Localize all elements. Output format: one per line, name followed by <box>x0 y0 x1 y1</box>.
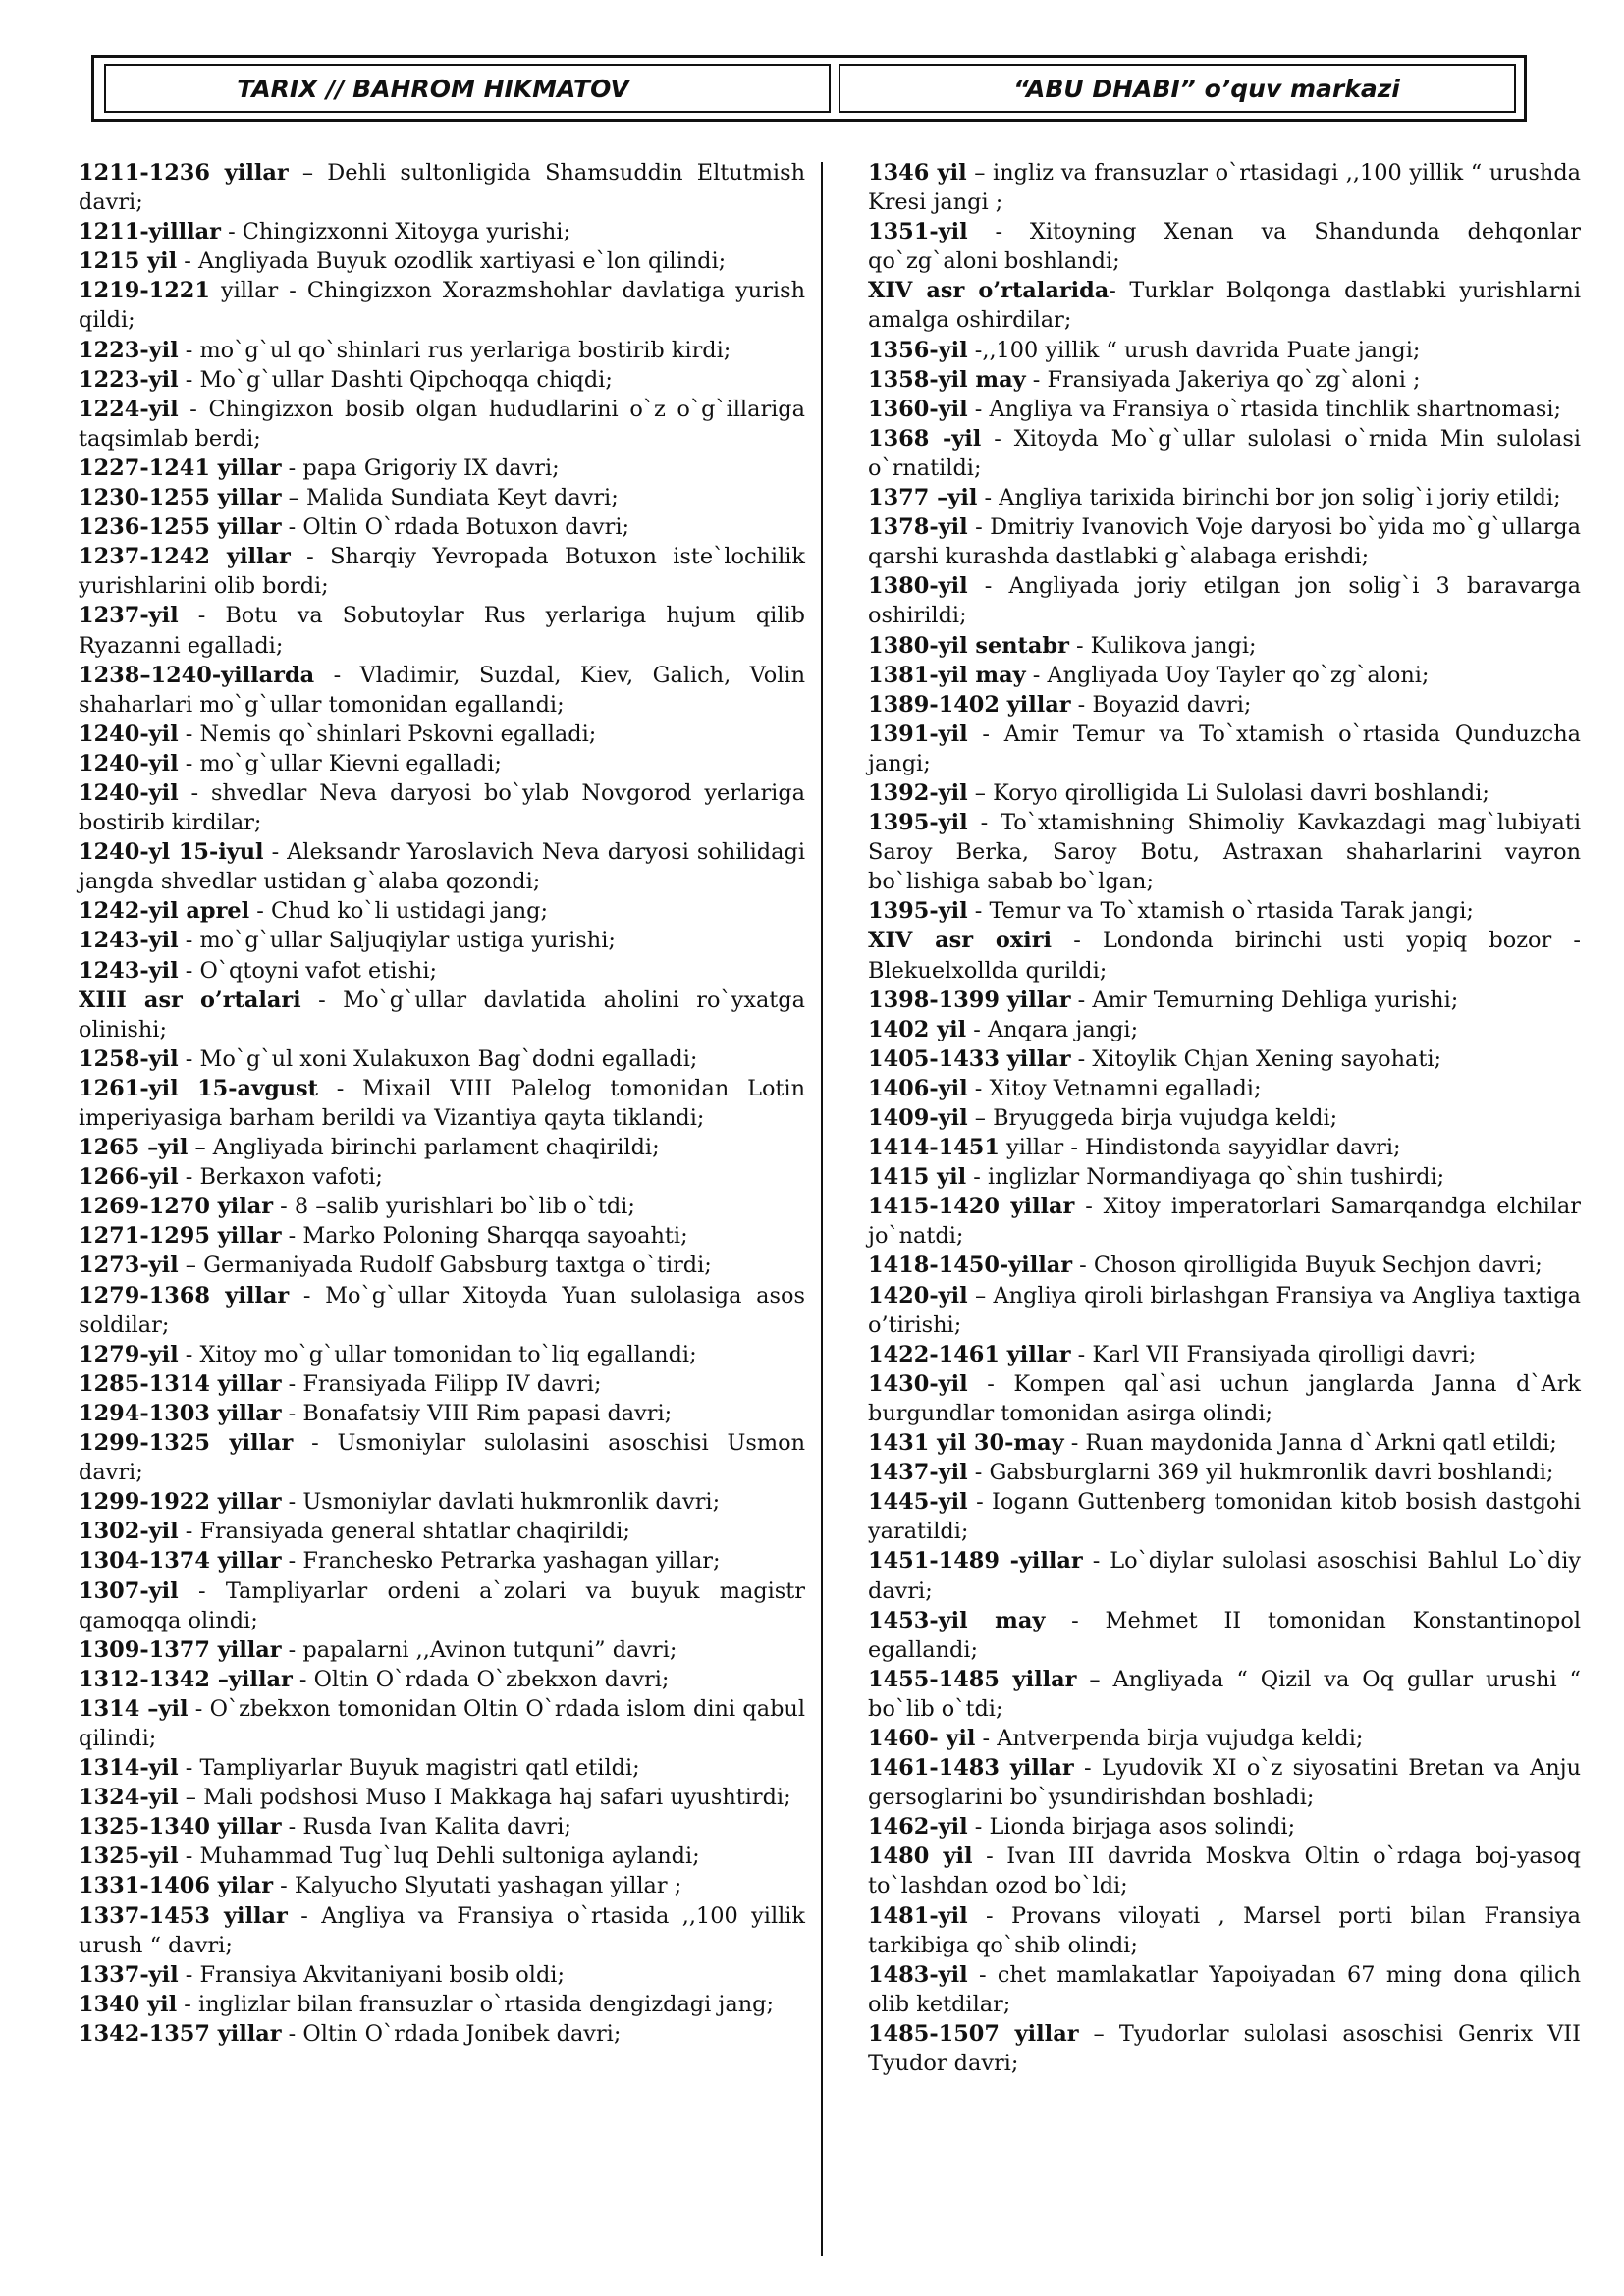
entry-text: - O`zbekxon tomonidan Oltin O`rdada islom dini qabul qilindi; <box>79 1695 805 1751</box>
entry-date: 1243-yil <box>79 928 179 954</box>
timeline-entry <box>79 1694 805 1753</box>
entry-text: - Nemis qo`shinlari Pskovni egalladi; <box>178 721 597 747</box>
entry-text: - Usmoniylar sulolasini asoschisi Usmon davri; <box>79 1430 805 1486</box>
timeline-entry <box>79 217 805 246</box>
entry-text: - Angliya tarixida birinchi bor jon solig`i joriy etildi; <box>977 485 1561 511</box>
entry-date: 1455-1485 yillar <box>868 1666 1077 1692</box>
entry-text: - Tampliyarlar ordeni a`zolari va buyuk magistr qamoqqa olindi; <box>79 1577 805 1633</box>
entry-text: - Angliyada Uoy Tayler qo`zg`aloni; <box>1025 662 1430 688</box>
entry-text: - Xitoyda Mo`g`ullar sulolasi o`rnida Min sulolasi o`rnatildi; <box>868 425 1581 481</box>
timeline-entry <box>79 1487 805 1517</box>
entry-date: 1240-yil <box>79 779 179 806</box>
timeline-entry <box>79 454 805 483</box>
timeline-entry <box>868 395 1581 424</box>
timeline-entry <box>868 571 1581 630</box>
timeline-entry <box>868 631 1581 661</box>
timeline-entry <box>79 1753 805 1783</box>
timeline-entry <box>868 1044 1581 1074</box>
timeline-entry <box>868 424 1581 483</box>
entry-date: 1266-yil <box>79 1164 179 1191</box>
entry-text: - Antverpenda birja vujudga keldi; <box>975 1725 1364 1751</box>
timeline-entry <box>79 601 805 660</box>
entry-text: - Ivan III davrida Moskva Oltin o`rdaga boj-yasoq to`lashdan ozod bo`ldi; <box>868 1843 1582 1899</box>
entry-text: yillar - Hindistonda sayyidlar davri; <box>999 1135 1401 1161</box>
entry-date: 1337-1453 yillar <box>79 1902 288 1929</box>
entry-text: - mo`g`ul qo`shinlari rus yerlariga bostirib kirdi; <box>178 337 731 363</box>
timeline-entry <box>868 1901 1581 1960</box>
timeline-entry <box>868 1753 1581 1812</box>
entry-date: 1223-yil <box>79 366 179 393</box>
timeline-entry <box>79 1074 805 1133</box>
entry-date: 1304-1374 yillar <box>79 1548 282 1575</box>
entry-date: 1279-1368 yillar <box>79 1282 290 1308</box>
entry-text: - Sharqiy Yevropada Botuxon iste`lochilik yurishlarini olib bordi; <box>79 544 805 600</box>
entry-text: - Fransiyada Jakeriya qo`zg`aloni ; <box>1025 366 1421 393</box>
entry-date: 1302-yil <box>79 1519 179 1545</box>
timeline-entry <box>79 986 805 1044</box>
entry-date: 1312-1342 –yillar <box>79 1666 293 1692</box>
entry-text: - mo`g`ullar Saljuqiylar ustiga yurishi; <box>178 928 616 954</box>
entry-date: 1483-yil <box>868 1961 968 1988</box>
header-left-title: TARIX // BAHROM HIKMATOV <box>104 64 831 113</box>
timeline-entry <box>79 1192 805 1221</box>
entry-text: - Karl VII Fransiyada qirolligi davri; <box>1070 1341 1477 1367</box>
entry-date: 1227-1241 yillar <box>79 454 282 481</box>
entry-date: 1381-yil may <box>868 662 1026 688</box>
entry-text: - Berkaxon vafoti; <box>178 1164 383 1191</box>
entry-date: 1460- yil <box>868 1725 976 1751</box>
entry-date: 1238–1240-yillarda <box>79 662 315 688</box>
entry-text: - Kompen qal`asi uchun janglarda Janna d`Ark burgundlar tomonidan asirga olindi; <box>868 1370 1581 1426</box>
timeline-entry <box>79 749 805 778</box>
timeline-entry <box>79 1399 805 1428</box>
entry-text: - Xitoy imperatorlari Samarqandga elchilar jo`natdi; <box>868 1194 1581 1250</box>
entry-date: 1224-yil <box>79 396 179 422</box>
entry-date: 1258-yil <box>79 1045 179 1072</box>
entry-text: - Lo`diylar sulolasi asoschisi Bahlul Lo`diy davri; <box>868 1548 1581 1604</box>
entry-date: 1380-yil sentabr <box>868 632 1069 659</box>
timeline-entry <box>79 365 805 395</box>
entry-text: - Mo`g`ullar Xitoyda Yuan sulolasiga asos soldilar; <box>79 1282 805 1338</box>
entry-text: – Bryuggeda birja vujudga keldi; <box>967 1105 1338 1131</box>
timeline-entry <box>868 896 1581 926</box>
entry-date: 1415-1420 yillar <box>868 1194 1075 1220</box>
entry-date: 1211-yilllar <box>79 219 221 245</box>
timeline-entry <box>79 1783 805 1812</box>
entry-text: - Choson qirolligida Buyuk Sechjon davri; <box>1072 1253 1543 1279</box>
entry-text: - Vladimir, Suzdal, Kiev, Galich, Volin shaharlari mo`g`ullar tomonidan egallandi; <box>79 662 805 718</box>
timeline-entry <box>868 1162 1581 1192</box>
entry-text: – Koryo qirolligida Li Sulolasi davri boshlandi; <box>967 779 1489 806</box>
entry-date: 1462-yil <box>868 1814 968 1841</box>
timeline-entry <box>79 2019 805 2049</box>
entry-text: - inglizlar bilan fransuzlar o`rtasida dengizdagi jang; <box>177 1991 775 2017</box>
timeline-entry <box>79 395 805 454</box>
entry-date: 1378-yil <box>868 514 968 541</box>
entry-text: - Lionda birjaga asos solindi; <box>967 1814 1296 1841</box>
entry-text: - Mo`g`ullar Dashti Qipchoqqa chiqdi; <box>178 366 613 393</box>
entry-date: 1223-yil <box>79 337 179 363</box>
timeline-entry <box>79 483 805 512</box>
timeline-entry <box>868 926 1581 985</box>
left-column <box>79 158 805 2049</box>
timeline-entry <box>79 1369 805 1399</box>
entry-text: - O`qtoyni vafot etishi; <box>178 957 438 984</box>
entry-text: - 8 –salib yurishlari bo`lib o`tdi; <box>273 1194 635 1220</box>
entry-text: - Angliya va Fransiya o`rtasida tinchlik shartnomasi; <box>967 396 1562 422</box>
timeline-entry <box>79 926 805 955</box>
entry-date: 1314 –yil <box>79 1695 189 1722</box>
entry-date: 1331-1406 yilar <box>79 1873 274 1899</box>
entry-date: 1237-1242 yillar <box>79 544 291 570</box>
entry-text: - Franchesko Petrarka yashagan yillar; <box>281 1548 721 1575</box>
entry-text: - Oltin O`rdada Jonibek davri; <box>281 2020 622 2047</box>
timeline-entry <box>868 2019 1581 2078</box>
timeline-entry <box>79 1251 805 1280</box>
entry-text: - Kalyucho Slyutati yashagan yillar ; <box>273 1873 682 1899</box>
entry-date: 1392-yil <box>868 779 968 806</box>
entry-text: - Bonafatsiy VIII Rim papasi davri; <box>281 1400 673 1426</box>
timeline-entry <box>79 1281 805 1340</box>
timeline-entry <box>868 1251 1581 1280</box>
entry-text: - Xitoylik Chjan Xening sayohati; <box>1070 1045 1442 1072</box>
entry-text: - Fransiya Akvitaniyani bosib oldi; <box>178 1961 565 1988</box>
entry-date: 1279-yil <box>79 1341 179 1367</box>
timeline-entry <box>868 808 1581 896</box>
timeline-entry <box>868 1133 1581 1162</box>
timeline-entry <box>79 1665 805 1694</box>
timeline-entry <box>79 896 805 926</box>
entry-text: – Germaniyada Rudolf Gabsburg taxtga o`tirdi; <box>178 1253 712 1279</box>
entry-text: - Mo`g`ul xoni Xulakuxon Bag`dodni egalladi; <box>178 1045 698 1072</box>
timeline-entry <box>79 1635 805 1665</box>
entry-text: yillar - Chingizxon Xorazmshohlar davlatiga yurish qildi; <box>79 278 805 334</box>
entry-date: 1240-yl 15-iyul <box>79 839 264 866</box>
timeline-entry <box>868 336 1581 365</box>
entry-date: 1437-yil <box>868 1460 968 1486</box>
entry-date: 1358-yil may <box>868 366 1026 393</box>
timeline-entry <box>868 1606 1581 1665</box>
timeline-entry <box>79 1517 805 1546</box>
timeline-entry <box>868 1665 1581 1724</box>
timeline-entry <box>868 1281 1581 1340</box>
entry-text: - Kulikova jangi; <box>1068 632 1257 659</box>
timeline-entry <box>868 1015 1581 1044</box>
entry-text: – Dehli sultonligida Shamsuddin Eltutmish davri; <box>79 160 806 216</box>
entry-date: 1271-1295 yillar <box>79 1223 282 1250</box>
entry-date: 1415 yil <box>868 1164 967 1191</box>
timeline-entry <box>79 778 805 837</box>
entry-text: - chet mamlakatlar Yapoiyadan 67 ming dona qilich olib ketdilar; <box>868 1961 1581 2017</box>
entry-date: 1307-yil <box>79 1577 179 1604</box>
entry-date: 1242-yil aprel <box>79 898 250 925</box>
entry-date: 1269-1270 yilar <box>79 1194 274 1220</box>
entry-text: - Mo`g`ullar davlatida aholini ro`yxatga olinishi; <box>79 987 805 1042</box>
entry-text: - Tampliyarlar Buyuk magistri qatl etildi; <box>178 1755 640 1782</box>
entry-date: 1299-1325 yillar <box>79 1430 294 1457</box>
timeline-entry <box>868 661 1581 690</box>
entry-date: 1325-1340 yillar <box>79 1814 282 1841</box>
timeline-entry <box>79 956 805 986</box>
entry-date: 1418-1450-yillar <box>868 1253 1073 1279</box>
entry-text: - Anqara jangi; <box>966 1016 1139 1042</box>
entry-date: 1356-yil <box>868 337 968 363</box>
timeline-entry <box>79 1990 805 2019</box>
entry-date: 1480 yil <box>868 1843 973 1870</box>
entry-date: 1406-yil <box>868 1075 968 1101</box>
entry-text: - Gabsburglarni 369 yil hukmronlik davri boshlandi; <box>967 1460 1554 1486</box>
entry-text: - Rusda Ivan Kalita davri; <box>281 1814 571 1841</box>
timeline-entry <box>868 778 1581 808</box>
timeline-entry <box>79 1812 805 1842</box>
entry-date: 1461-1483 yillar <box>868 1755 1074 1782</box>
entry-text: - Angliyada joriy etilgan jon solig`i 3 baravarga oshirildi; <box>868 573 1581 629</box>
timeline-entry <box>79 1901 805 1960</box>
timeline-entry <box>79 1044 805 1074</box>
entry-text: – Angliya qiroli birlashgan Fransiya va Angliya taxtiga o’tirishi; <box>868 1282 1581 1338</box>
timeline-entry <box>868 720 1581 778</box>
entry-date: 1215 yil <box>79 248 178 275</box>
entry-text: - inglizlar Normandiyaga qo`shin tushirdi; <box>966 1164 1445 1191</box>
entry-date: 1340 yil <box>79 1991 178 2017</box>
entry-text: - Amir Temur va To`xtamish o`rtasida Qunduzcha jangi; <box>868 721 1581 776</box>
entry-date: 1219-1221 <box>79 278 210 304</box>
timeline-entry <box>868 1546 1581 1605</box>
entry-text: - To`xtamishning Shimoliy Kavkazdagi mag`lubiyati Saroy Berka, Saroy Botu, Astraxan shaharlarini vayron bo`lishiga sabab bo`lgan; <box>868 810 1581 895</box>
entry-text: - Mehmet II tomonidan Konstantinopol egallandi; <box>868 1607 1581 1663</box>
entry-date: 1324-yil <box>79 1785 179 1811</box>
entry-text: - Angliya va Fransiya o`rtasida ,,100 yillik urush “ davri; <box>79 1902 805 1958</box>
entry-date: 1405-1433 yillar <box>868 1045 1071 1072</box>
right-column <box>868 158 1581 2078</box>
entry-date: 1243-yil <box>79 957 179 984</box>
entry-text: - Chingizxon bosib olgan hududlarini o`z o`g`illariga taqsimlab berdi; <box>79 396 805 452</box>
entry-text: - papa Grigoriy IX davri; <box>281 454 560 481</box>
entry-date: 1389-1402 yillar <box>868 691 1071 718</box>
entry-text: - Boyazid davri; <box>1070 691 1252 718</box>
entry-text: - Dmitriy Ivanovich Voje daryosi bo`yida mo`g`ullarga qarshi kurashda dastlabki g`alabaga erishdi; <box>868 514 1581 570</box>
timeline-entry <box>868 1192 1581 1251</box>
entry-date: 1314-yil <box>79 1755 179 1782</box>
entry-date: 1230-1255 yillar <box>79 485 282 511</box>
entry-text: - Chud ko`li ustidagi jang; <box>249 898 548 925</box>
entry-date: 1351-yil <box>868 219 968 245</box>
entry-text: -,,100 yillik “ urush davrida Puate jangi; <box>967 337 1421 363</box>
entry-text: - Fransiyada general shtatlar chaqirildi; <box>178 1519 630 1545</box>
entry-date: 1414-1451 <box>868 1135 1000 1161</box>
timeline-entry <box>79 1576 805 1635</box>
entry-text: - Amir Temurning Dehliga yurishi; <box>1070 987 1459 1013</box>
timeline-entry <box>79 1162 805 1192</box>
entry-text: - Turklar Bolqonga dastlabki yurishlarni amalga oshirdilar; <box>868 278 1581 334</box>
entry-date: 1380-yil <box>868 573 968 600</box>
entry-date: XIII asr o’rtalari <box>79 987 301 1013</box>
entry-date: 1294-1303 yillar <box>79 1400 282 1426</box>
entry-text: - Fransiyada Filipp IV davri; <box>281 1370 602 1397</box>
timeline-entry <box>79 1842 805 1871</box>
timeline-entry <box>79 246 805 276</box>
timeline-entry <box>868 1812 1581 1842</box>
entry-text: - papalarni ,,Avinon tutquni” davri; <box>281 1636 677 1663</box>
entry-date: 1342-1357 yillar <box>79 2020 282 2047</box>
timeline-entry <box>868 1074 1581 1103</box>
timeline-entry <box>868 986 1581 1015</box>
entry-text: - Marko Poloning Sharqqa sayoahti; <box>281 1223 688 1250</box>
entry-text: - Xitoyning Xenan va Shandunda dehqonlar qo`zg`aloni boshlandi; <box>868 219 1581 275</box>
entry-text: - Xitoy mo`g`ullar tomonidan to`liq egallandi; <box>178 1341 697 1367</box>
entry-date: 1360-yil <box>868 396 968 422</box>
entry-date: 1431 yil 30-may <box>868 1430 1064 1457</box>
timeline-entry <box>868 1842 1581 1900</box>
entry-date: 1240-yil <box>79 721 179 747</box>
timeline-entry <box>79 1340 805 1369</box>
timeline-entry <box>79 1428 805 1487</box>
timeline-entry <box>868 158 1581 217</box>
timeline-entry <box>79 1221 805 1251</box>
entry-text: - Usmoniylar davlati hukmronlik davri; <box>281 1489 721 1516</box>
entry-text: - Muhammad Tug`luq Dehli sultoniga aylandi; <box>178 1843 700 1870</box>
timeline-entry <box>868 1340 1581 1369</box>
entry-date: 1391-yil <box>868 721 968 747</box>
timeline-entry <box>79 720 805 749</box>
entry-text: – Malida Sundiata Keyt davri; <box>281 485 619 511</box>
timeline-entry <box>79 542 805 601</box>
timeline-entry <box>868 365 1581 395</box>
entry-date: 1485-1507 yillar <box>868 2020 1079 2047</box>
timeline-entry <box>868 276 1581 335</box>
entry-text: - Oltin O`rdada O`zbekxon davri; <box>292 1666 670 1692</box>
entry-date: 1409-yil <box>868 1105 968 1131</box>
entry-text: - Provans viloyati , Marsel porti bilan Fransiya tarkibiga qo`shib olindi; <box>868 1902 1581 1958</box>
column-divider <box>821 162 823 2256</box>
entry-text: – Tyudorlar sulolasi asoschisi Genrix VII Tyudor davri; <box>868 2020 1581 2076</box>
entry-date: 1346 yil <box>868 160 967 186</box>
entry-text: - Temur va To`xtamish o`rtasida Tarak jangi; <box>967 898 1474 925</box>
entry-date: 1422-1461 yillar <box>868 1341 1071 1367</box>
entry-text: – Angliyada birinchi parlament chaqirildi; <box>188 1135 660 1161</box>
entry-text: - Aleksandr Yaroslavich Neva daryosi sohilidagi jangda shvedlar ustidan g`alaba qozondi; <box>79 839 805 895</box>
entry-date: 1377 –yil <box>868 485 978 511</box>
entry-text: - mo`g`ullar Kievni egalladi; <box>178 750 502 776</box>
timeline-entry <box>868 1487 1581 1546</box>
entry-date: 1395-yil <box>868 810 968 836</box>
entry-date: 1265 –yil <box>79 1135 189 1161</box>
entry-date: 1430-yil <box>868 1370 968 1397</box>
entry-text: - Oltin O`rdada Botuxon davri; <box>281 514 630 541</box>
entry-date: 1299-1922 yillar <box>79 1489 282 1516</box>
entry-date: 1261-yil 15-avgust <box>79 1075 318 1101</box>
entry-date: 1211-1236 yillar <box>79 160 289 186</box>
entry-date: 1237-yil <box>79 603 179 629</box>
entry-text: - Lyudovik XI o`z siyosatini Bretan va Anju gersoglarini bo`ysundirishdan boshladi; <box>868 1755 1581 1811</box>
header-right-title: “ABU DHABI” o’quv markazi <box>839 64 1516 113</box>
timeline-entry <box>868 1960 1581 2019</box>
timeline-entry <box>868 1458 1581 1487</box>
entry-date: 1273-yil <box>79 1253 179 1279</box>
entry-date: 1398-1399 yillar <box>868 987 1071 1013</box>
entry-date: 1240-yil <box>79 750 179 776</box>
page-header <box>91 55 1527 122</box>
timeline-entry <box>79 1546 805 1575</box>
timeline-entry <box>79 1871 805 1900</box>
entry-date: 1420-yil <box>868 1282 968 1308</box>
entry-text: - Angliyada Buyuk ozodlik xartiyasi e`lon qilindi; <box>177 248 727 275</box>
timeline-entry <box>79 661 805 720</box>
timeline-entry <box>868 217 1581 276</box>
entry-text: - shvedlar Neva daryosi bo`ylab Novgorod yerlariga bostirib kirdilar; <box>79 779 805 836</box>
entry-text: – ingliz va fransuzlar o`rtasidagi ,,100 yillik “ urushda Kresi jangi ; <box>868 160 1582 216</box>
entry-date: 1402 yil <box>868 1016 967 1042</box>
entry-text: – Mali podshosi Muso I Makkaga haj safari uyushtirdi; <box>178 1785 791 1811</box>
entry-date: 1453-yil may <box>868 1607 1046 1633</box>
entry-date: 1337-yil <box>79 1961 179 1988</box>
entry-text: - Londonda birinchi usti yopiq bozor - Blekuelxollda qurildi; <box>868 928 1581 984</box>
timeline-entry <box>79 1960 805 1990</box>
entry-date: 1309-1377 yillar <box>79 1636 282 1663</box>
timeline-entry <box>868 1428 1581 1458</box>
entry-date: XIV asr oxiri <box>868 928 1052 954</box>
entry-date: 1285-1314 yillar <box>79 1370 282 1397</box>
entry-text: - Iogann Guttenberg tomonidan kitob bosish dastgohi yaratildi; <box>868 1489 1581 1545</box>
timeline-entry <box>79 837 805 896</box>
timeline-entry <box>868 483 1581 512</box>
entry-date: 1445-yil <box>868 1489 968 1516</box>
entry-date: 1236-1255 yillar <box>79 514 282 541</box>
timeline-entry <box>868 1724 1581 1753</box>
timeline-entry <box>868 512 1581 571</box>
entry-text: - Ruan maydonida Janna d`Arkni qatl etildi; <box>1063 1430 1557 1457</box>
entry-date: 1481-yil <box>868 1902 968 1929</box>
entry-text: - Xitoy Vetnamni egalladi; <box>967 1075 1262 1101</box>
entry-text: - Mixail VIII Palelog tomonidan Lotin imperiyasiga barham berildi va Vizantiya qayta tiklandi; <box>79 1075 805 1131</box>
entry-text: - Chingizxonni Xitoyga yurishi; <box>220 219 570 245</box>
entry-date: 1451-1489 -yillar <box>868 1548 1083 1575</box>
timeline-entry <box>868 1369 1581 1428</box>
entry-date: 1325-yil <box>79 1843 179 1870</box>
timeline-entry <box>868 690 1581 720</box>
timeline-entry <box>79 276 805 335</box>
timeline-entry <box>868 1103 1581 1133</box>
entry-date: XIV asr o’rtalarida <box>868 278 1110 304</box>
entry-date: 1395-yil <box>868 898 968 925</box>
timeline-entry <box>79 1133 805 1162</box>
entry-text: – Angliyada “ Qizil va Oq gullar urushi “ bo`lib o`tdi; <box>868 1666 1581 1722</box>
entry-text: - Botu va Sobutoylar Rus yerlariga hujum qilib Ryazanni egalladi; <box>79 603 805 659</box>
timeline-entry <box>79 512 805 542</box>
entry-date: 1368 -yil <box>868 425 982 452</box>
timeline-entry <box>79 336 805 365</box>
timeline-entry <box>79 158 805 217</box>
